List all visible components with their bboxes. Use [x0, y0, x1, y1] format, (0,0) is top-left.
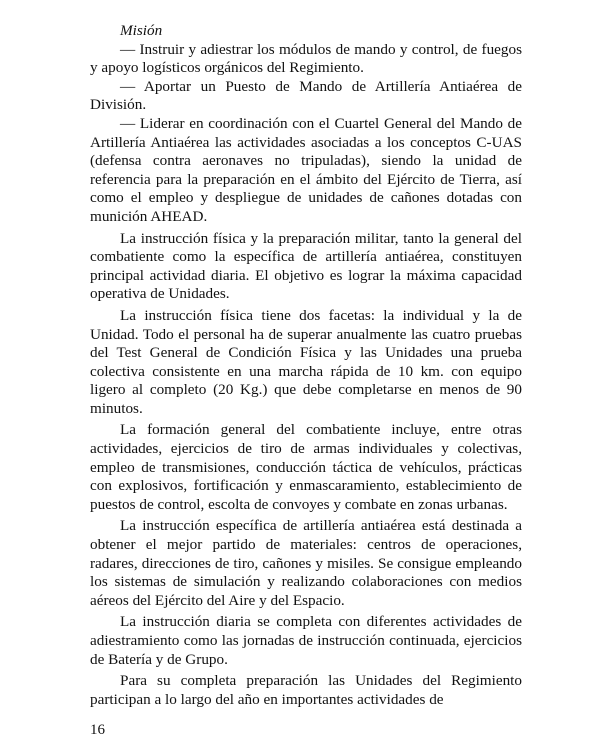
paragraph-training: La instrucción física y la preparación militar, tanto la general del combatiente como la específica de artillería antiaérea, constituyen principal actividad diaria. El objetivo es lograr la máxima capacidad operativa de Unidades.	[90, 229, 522, 303]
section-heading: Misión	[120, 22, 163, 39]
paragraph-specific-training: La instrucción específica de artillería antiaérea está destinada a obtener el mejor partido de materiales: centros de operaciones, radares, direcciones de tiro, cañones y misiles. Se consigue empleando los sistemas de simulación y realizando colaboraciones con medios aéreos del Ejército del Aire y del Espacio.	[90, 517, 522, 609]
mission-item-2: — Aportar un Puesto de Mando de Artillería Antiaérea de División.	[90, 77, 522, 114]
page-number: 16	[90, 722, 105, 738]
paragraph-physical: La instrucción física tiene dos facetas: la individual y la de Unidad. Todo el personal ha de superar anualmente las cuatro pruebas del Test General de Condición Física y las Unidades una prueba colectiva consistente en una marcha rápida de 10 km. con equipo ligero al completo (20 Kg.) que debe completarse en menos de 90 minutos.	[90, 306, 522, 417]
mission-item-1: — Instruir y adiestrar los módulos de mando y control, de fuegos y apoyo logísticos orgánicos del Regimiento.	[90, 40, 522, 77]
paragraph-daily-training: La instrucción diaria se completa con diferentes actividades de adiestramiento como las jornadas de instrucción continuada, ejercicios de Batería y de Grupo.	[90, 613, 522, 668]
mission-item-3: — Liderar en coordinación con el Cuartel General del Mando de Artillería Antiaérea las actividades asociadas a los conceptos C-UAS (defensa contra aeronaves no tripuladas), siendo la unidad de referencia para la preparación en el ámbito del Ejército de Tierra, así como el empleo y despliegue de unidades de cañones dotadas con munición AHEAD.	[90, 114, 522, 225]
page-body	[90, 22, 522, 709]
paragraph-general-formation: La formación general del combatiente incluye, entre otras actividades, ejercicios de tiro de armas individuales y colectivas, empleo de transmisiones, conducción táctica de vehículos, prácticas con explosivos, fortificación y enmascaramiento, establecimiento de puestos de control, escolta de convoyes y combate en zonas urbanas.	[90, 421, 522, 513]
paragraph-preparation: Para su completa preparación las Unidades del Regimiento participan a lo largo del año en importantes actividades de	[90, 672, 522, 708]
